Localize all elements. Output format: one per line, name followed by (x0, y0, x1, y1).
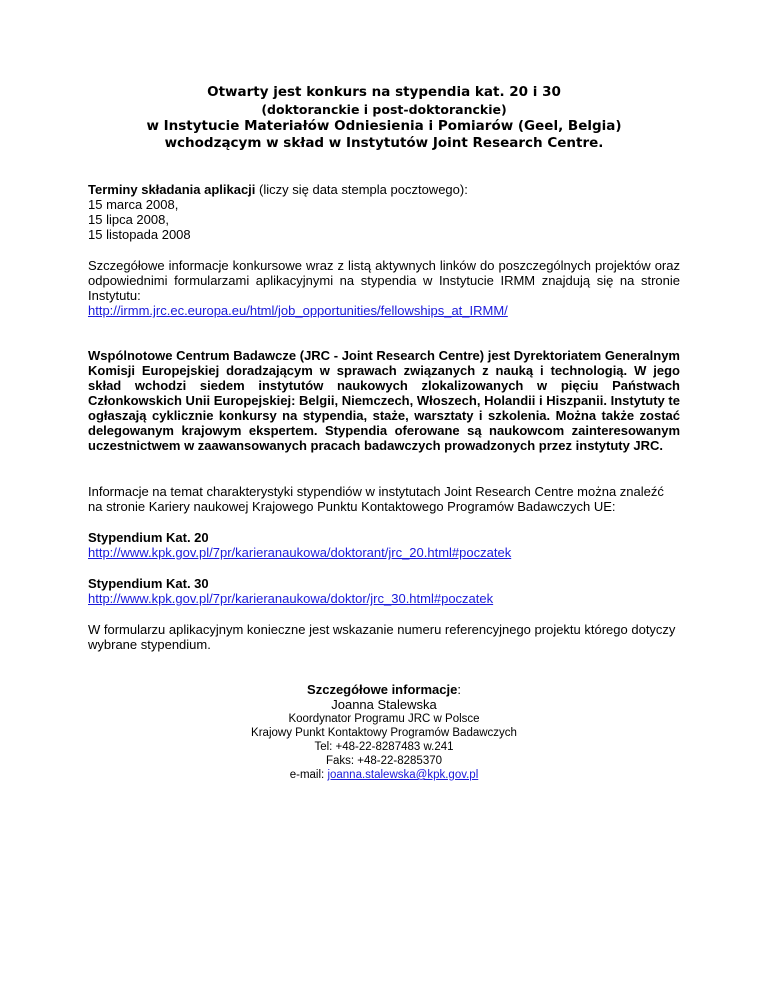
email-link[interactable]: joanna.stalewska@kpk.gov.pl (327, 769, 479, 781)
kariery-text: Informacje na temat charakterystyki stypendiów w instytutach Joint Research Centre można znaleźć na stronie Kariery naukowej Krajowego Punktu Kontaktowego Programów Badawczych UE: (88, 484, 664, 514)
title-line-1: Otwarty jest konkurs na stypendia kat. 20 i 30 (207, 84, 561, 100)
info-section (88, 258, 680, 318)
stipend-heading: Stypendium Kat. 30 (88, 576, 209, 591)
deadline-date: 15 lipca 2008, (88, 212, 169, 227)
title-line-3: w Instytucie Materiałów Odniesienia i Pomiarów (Geel, Belgia) (146, 118, 622, 134)
title-block (88, 84, 680, 152)
stipend-link[interactable]: http://www.kpk.gov.pl/7pr/karieranaukowa/doktor/jrc_30.html#poczatek (88, 591, 494, 606)
irmm-link[interactable]: http://irmm.jrc.ec.europa.eu/html/job_opportunities/fellowships_at_IRMM/ (88, 303, 508, 318)
contact-heading: Szczegółowe informacje (307, 682, 458, 697)
stipend-heading: Stypendium Kat. 20 (88, 530, 209, 545)
contact-tel: Tel: +48-22-8287483 w.241 (314, 741, 454, 753)
title-line-2: (doktoranckie i post-doktoranckie) (261, 102, 507, 117)
info-text: Szczegółowe informacje konkursowe wraz z listą aktywnych linków do poszczególnych projektów oraz odpowiednimi formularzami aplikacyjnymi na stypendia w Instytucie IRMM znajdują się na stronie Instytutu: (88, 258, 680, 303)
document-page (88, 84, 680, 782)
reference-note: W formularzu aplikacyjnym konieczne jest wskazanie numeru referencyjnego projektu którego dotyczy wybrane stypendium. (88, 622, 676, 652)
jrc-description: Wspólnotowe Centrum Badawcze (JRC - Joint Research Centre) jest Dyrektoriatem Generalnym Komisji Europejskiej doradzającym w sprawach związanych z nauką i technologią. W jego skład wchodzi siedem instytutów naukowych zlokalizowanych w pięciu Państwach Członkowskich Unii Europejskiej: Belgii, Niemczech, Włoszech, Holandii i Hiszpanii. Instytuty te ogłaszają cyklicznie konkursy na stypendia, staże, warsztaty i szkolenia. Można także zostać delegowanym krajowym ekspertem. Stypendia oferowane są naukowcom zainteresowanym uczestnictwem w zaawansowanych pracach badawczych prowadzonych przez instytuty JRC. (88, 348, 680, 453)
stipend-30 (88, 576, 680, 606)
title-line-4: wchodzącym w skład w Instytutów Joint Research Centre. (164, 135, 604, 151)
stipend-link[interactable]: http://www.kpk.gov.pl/7pr/karieranaukowa/doktorant/jrc_20.html#poczatek (88, 545, 512, 560)
deadline-date: 15 listopada 2008 (88, 227, 191, 242)
email-label: e-mail: (289, 769, 328, 781)
deadline-date: 15 marca 2008, (88, 197, 179, 212)
contact-name: Joanna Stalewska (331, 697, 437, 712)
deadlines-section (88, 182, 680, 242)
deadlines-note: (liczy się data stempla pocztowego): (255, 182, 468, 197)
stipend-20 (88, 530, 680, 560)
contact-role: Koordynator Programu JRC w Polsce (288, 713, 480, 725)
contact-fax: Faks: +48-22-8285370 (325, 755, 443, 767)
contact-org: Krajowy Punkt Kontaktowy Programów Badawczych (251, 727, 517, 739)
contact-colon: : (457, 682, 461, 697)
contact-block (88, 682, 680, 782)
deadlines-heading: Terminy składania aplikacji (88, 182, 256, 197)
